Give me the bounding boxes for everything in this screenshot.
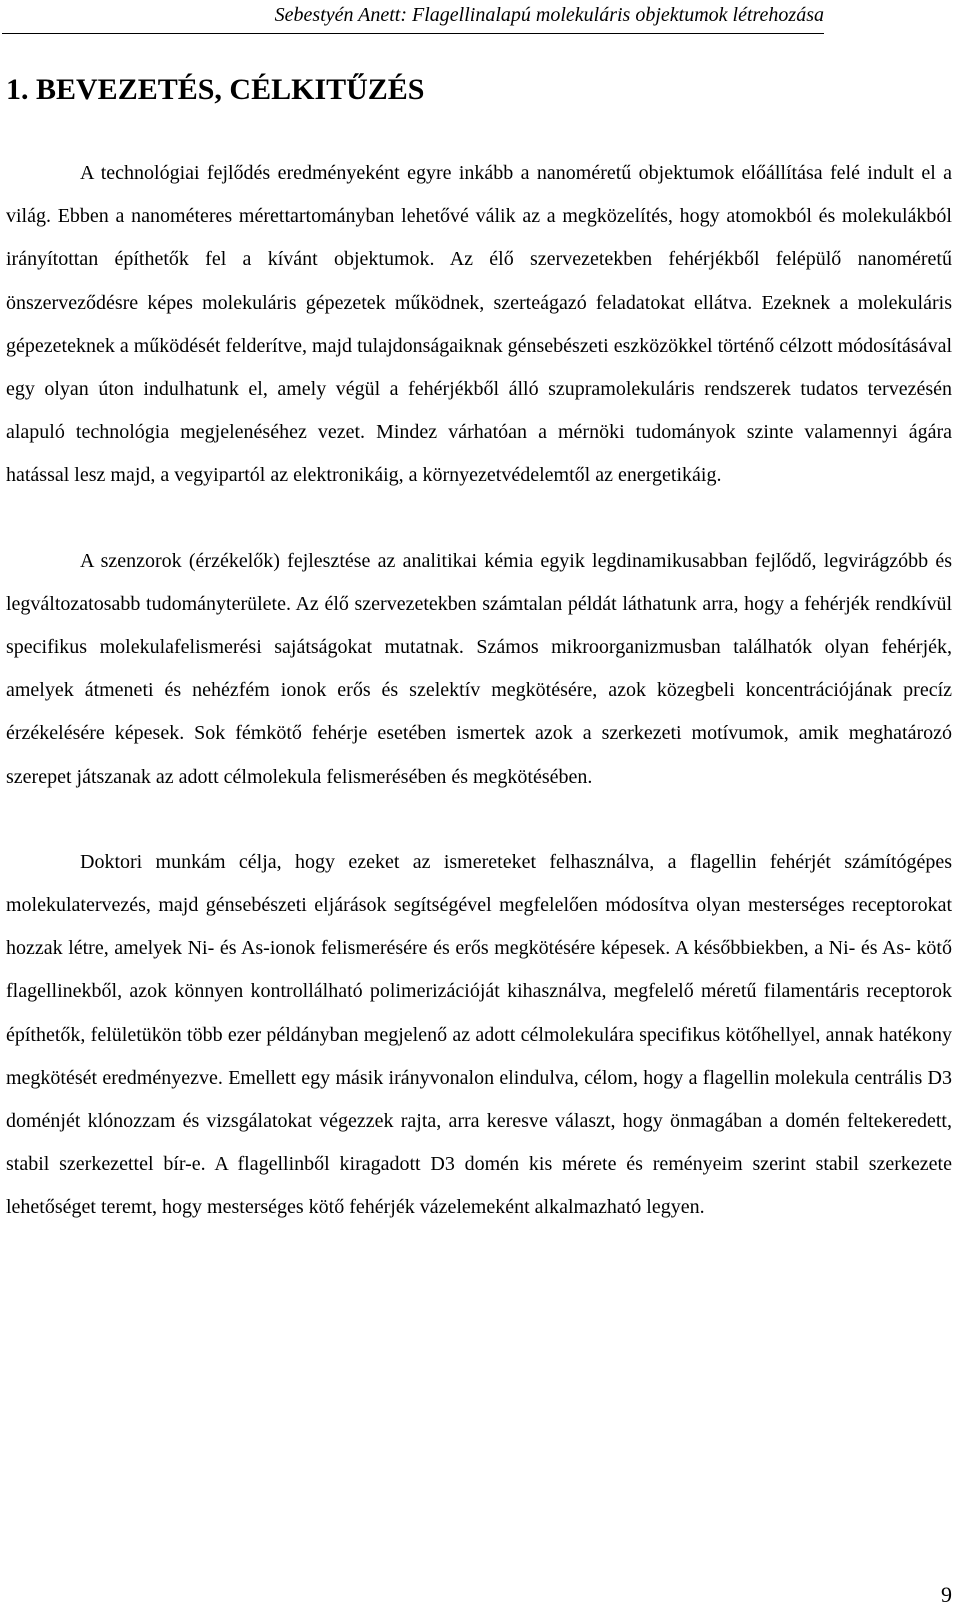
section-title: 1. BEVEZETÉS, CÉLKITŰZÉS [6, 73, 425, 106]
body-text [6, 152, 952, 1272]
page-number: 9 [941, 1582, 952, 1607]
header-divider [2, 33, 824, 34]
paragraph-aims: Doktori munkám célja, hogy ezeket az ismereteket felhasználva, a flagellin fehérjét számítógépes molekulatervezés, majd génsebészeti eljárások segítségével megfelelően módosítva olyan mesterséges receptorokat hozzak létre, amelyek Ni- és As-ionok felismerésére és erős megkötésére képesek. A későbbiekben, a Ni- és As- kötő flagellinekből, azok könnyen kontrollálható polimerizációját kihasználva, megfelelő méretű filamentáris receptorok építhetők, felületükön több ezer példányban megjelenő az adott célmolekulára specifikus kötőhellyel, annak hatékony megkötését eredményezve. Emellett egy másik irányvonalon elindulva, célom, hogy a flagellin molekula centrális D3 doménjét klónozzam és vizsgálatokat végezzek rajta, arra keresve választ, hogy önmagában a domén feltekeredett, stabil szerkezettel bír-e. A flagellinből kiragadott D3 domén kis mérete és reményeim szerint stabil szerkezete lehetőséget teremt, hogy mesterséges kötő fehérjék vázelemeként alkalmazható legyen. [6, 850, 952, 1219]
paragraph-sensors: A szenzorok (érzékelők) fejlesztése az analitikai kémia egyik legdinamikusabban fejlődő, legvirágzóbb és legváltozatosabb tudományterülete. Az élő szervezetekben számtalan példát láthatunk arra, hogy a fehérjék rendkívül specifikus molekulafelismerési sajátságokat mutatnak. Számos mikroorganizmusban találhatók olyan fehérjék, amelyek átmeneti és nehézfém ionok erős és szelektív megkötésére, azok közegbeli koncentrációjának precíz érzékelésére képesek. Sok fémkötő fehérje esetében ismertek azok a szerkezeti motívumok, amik meghatározó szerepet játszanak az adott célmolekula felismerésében és megkötésében. [6, 549, 952, 788]
running-header: Sebestyén Anett: Flagellinalapú molekuláris objektumok létrehozása [274, 4, 824, 26]
paragraph-intro: A technológiai fejlődés eredményeként egyre inkább a nanoméretű objektumok előállítása felé indult el a világ. Ebben a nanométeres mérettartományban lehetővé válik az a megközelítés, hogy atomokból és molekulákból irányítottan építhetők fel a kívánt objektumok. Az élő szervezetekben fehérjékből felépülő nanoméretű önszerveződésre képes molekuláris gépezetek működnek, szerteágazó feladatokat ellátva. Ezeknek a molekuláris gépezeteknek a működését felderítve, majd tulajdonságaiknak génsebészeti eszközökkel történő célzott módosításával egy olyan úton indulhatunk el, amely végül a fehérjékből álló szupramolekuláris rendszerek tudatos tervezésén alapuló technológia megjelenéséhez vezet. Mindez várhatóan a mérnöki tudományok szinte valamennyi ágára hatással lesz majd, a vegyipartól az elektronikáig, a környezetvédelemtől az energetikáig. [6, 162, 952, 487]
